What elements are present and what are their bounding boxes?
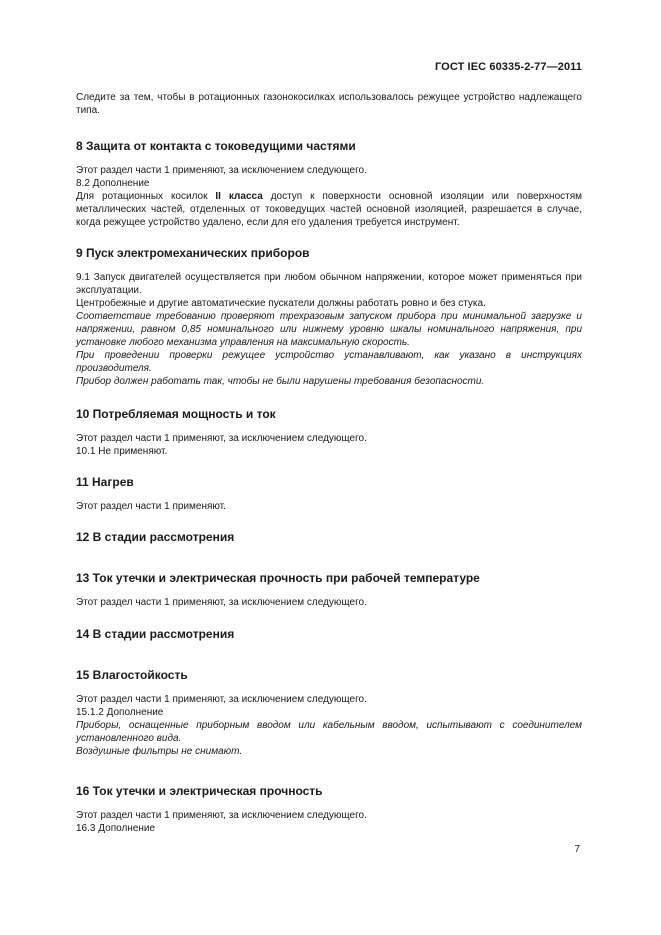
s9-p3: Соответствие требованию проверяют трехразовым запуском прибора при минимальной загрузке и напряжении, равном 0,85 номинального или нижнему уровню шкалы номинального напряжения, при установке любого механизма управления на максимальную скорость. xyxy=(76,311,582,348)
s8-p3-a: Для ротационных косилок xyxy=(76,191,216,202)
s15-p1: Этот раздел части 1 применяют, за исключением следующего. xyxy=(76,694,367,705)
intro-paragraph: Следите за тем, чтобы в ротационных газонокосилках использовалось режущее устройство надлежащего типа. xyxy=(76,92,582,116)
s11-p1: Этот раздел части 1 применяют. xyxy=(76,501,226,512)
section-9-title: 9 Пуск электромеханических приборов xyxy=(76,246,310,260)
section-12-title: 12 В стадии рассмотрения xyxy=(76,530,235,544)
section-16-title: 16 Ток утечки и электрическая прочность xyxy=(76,784,323,798)
s16-p1: Этот раздел части 1 применяют, за исключением следующего. xyxy=(76,810,367,821)
s9-p1: 9.1 Запуск двигателей осуществляется при любом обычном напряжении, которое может применяться при эксплуатации. xyxy=(76,272,582,296)
s10-p1: Этот раздел части 1 применяют, за исключением следующего. xyxy=(76,433,367,444)
s15-p2: 15.1.2 Дополнение xyxy=(76,707,164,718)
section-11-title: 11 Нагрев xyxy=(76,475,134,489)
s8-p2: 8.2 Дополнение xyxy=(76,178,150,189)
page-number: 7 xyxy=(574,844,580,855)
s13-p1: Этот раздел части 1 применяют, за исключением следующего. xyxy=(76,597,367,608)
section-13-title: 13 Ток утечки и электрическая прочность при рабочей температуре xyxy=(76,571,480,585)
section-10-title: 10 Потребляемая мощность и ток xyxy=(76,407,276,421)
section-14-title: 14 В стадии рассмотрения xyxy=(76,627,235,641)
s15-p4: Воздушные фильтры не снимают. xyxy=(76,746,243,757)
s8-p3-c: доступ к поверхности основной изоляции или поверхностям металлических частей, отделенных от токоведущих частей основной изоляцией, разрешается в случае, когда режущее устройство удалено, если для его удаления требуется инструмент. xyxy=(76,191,582,228)
s9-p4: При проведении проверки режущее устройство устанавливают, как указано в инструкциях производителя. xyxy=(76,350,582,374)
section-8-title: 8 Защита от контакта с токоведущими частями xyxy=(76,139,356,153)
document-header: ГОСТ IEC 60335-2-77—2011 xyxy=(434,61,582,73)
s8-p3 xyxy=(76,190,582,229)
s15-p3: Приборы, оснащенные приборным вводом или кабельным вводом, испытывают с соединителем установленного вида. xyxy=(76,720,582,744)
s8-p3-b: II класса xyxy=(215,191,263,202)
section-15-title: 15 Влагостойкость xyxy=(76,668,188,682)
s9-p5: Прибор должен работать так, чтобы не были нарушены требования безопасности. xyxy=(76,376,485,387)
s16-p2: 16.3 Дополнение xyxy=(76,823,156,834)
s10-p2: 10.1 Не применяют. xyxy=(76,446,168,457)
s9-p2: Центробежные и другие автоматические пускатели должны работать ровно и без стука. xyxy=(76,298,486,309)
s8-p1: Этот раздел части 1 применяют, за исключением следующего. xyxy=(76,165,367,176)
page-content xyxy=(76,91,582,835)
